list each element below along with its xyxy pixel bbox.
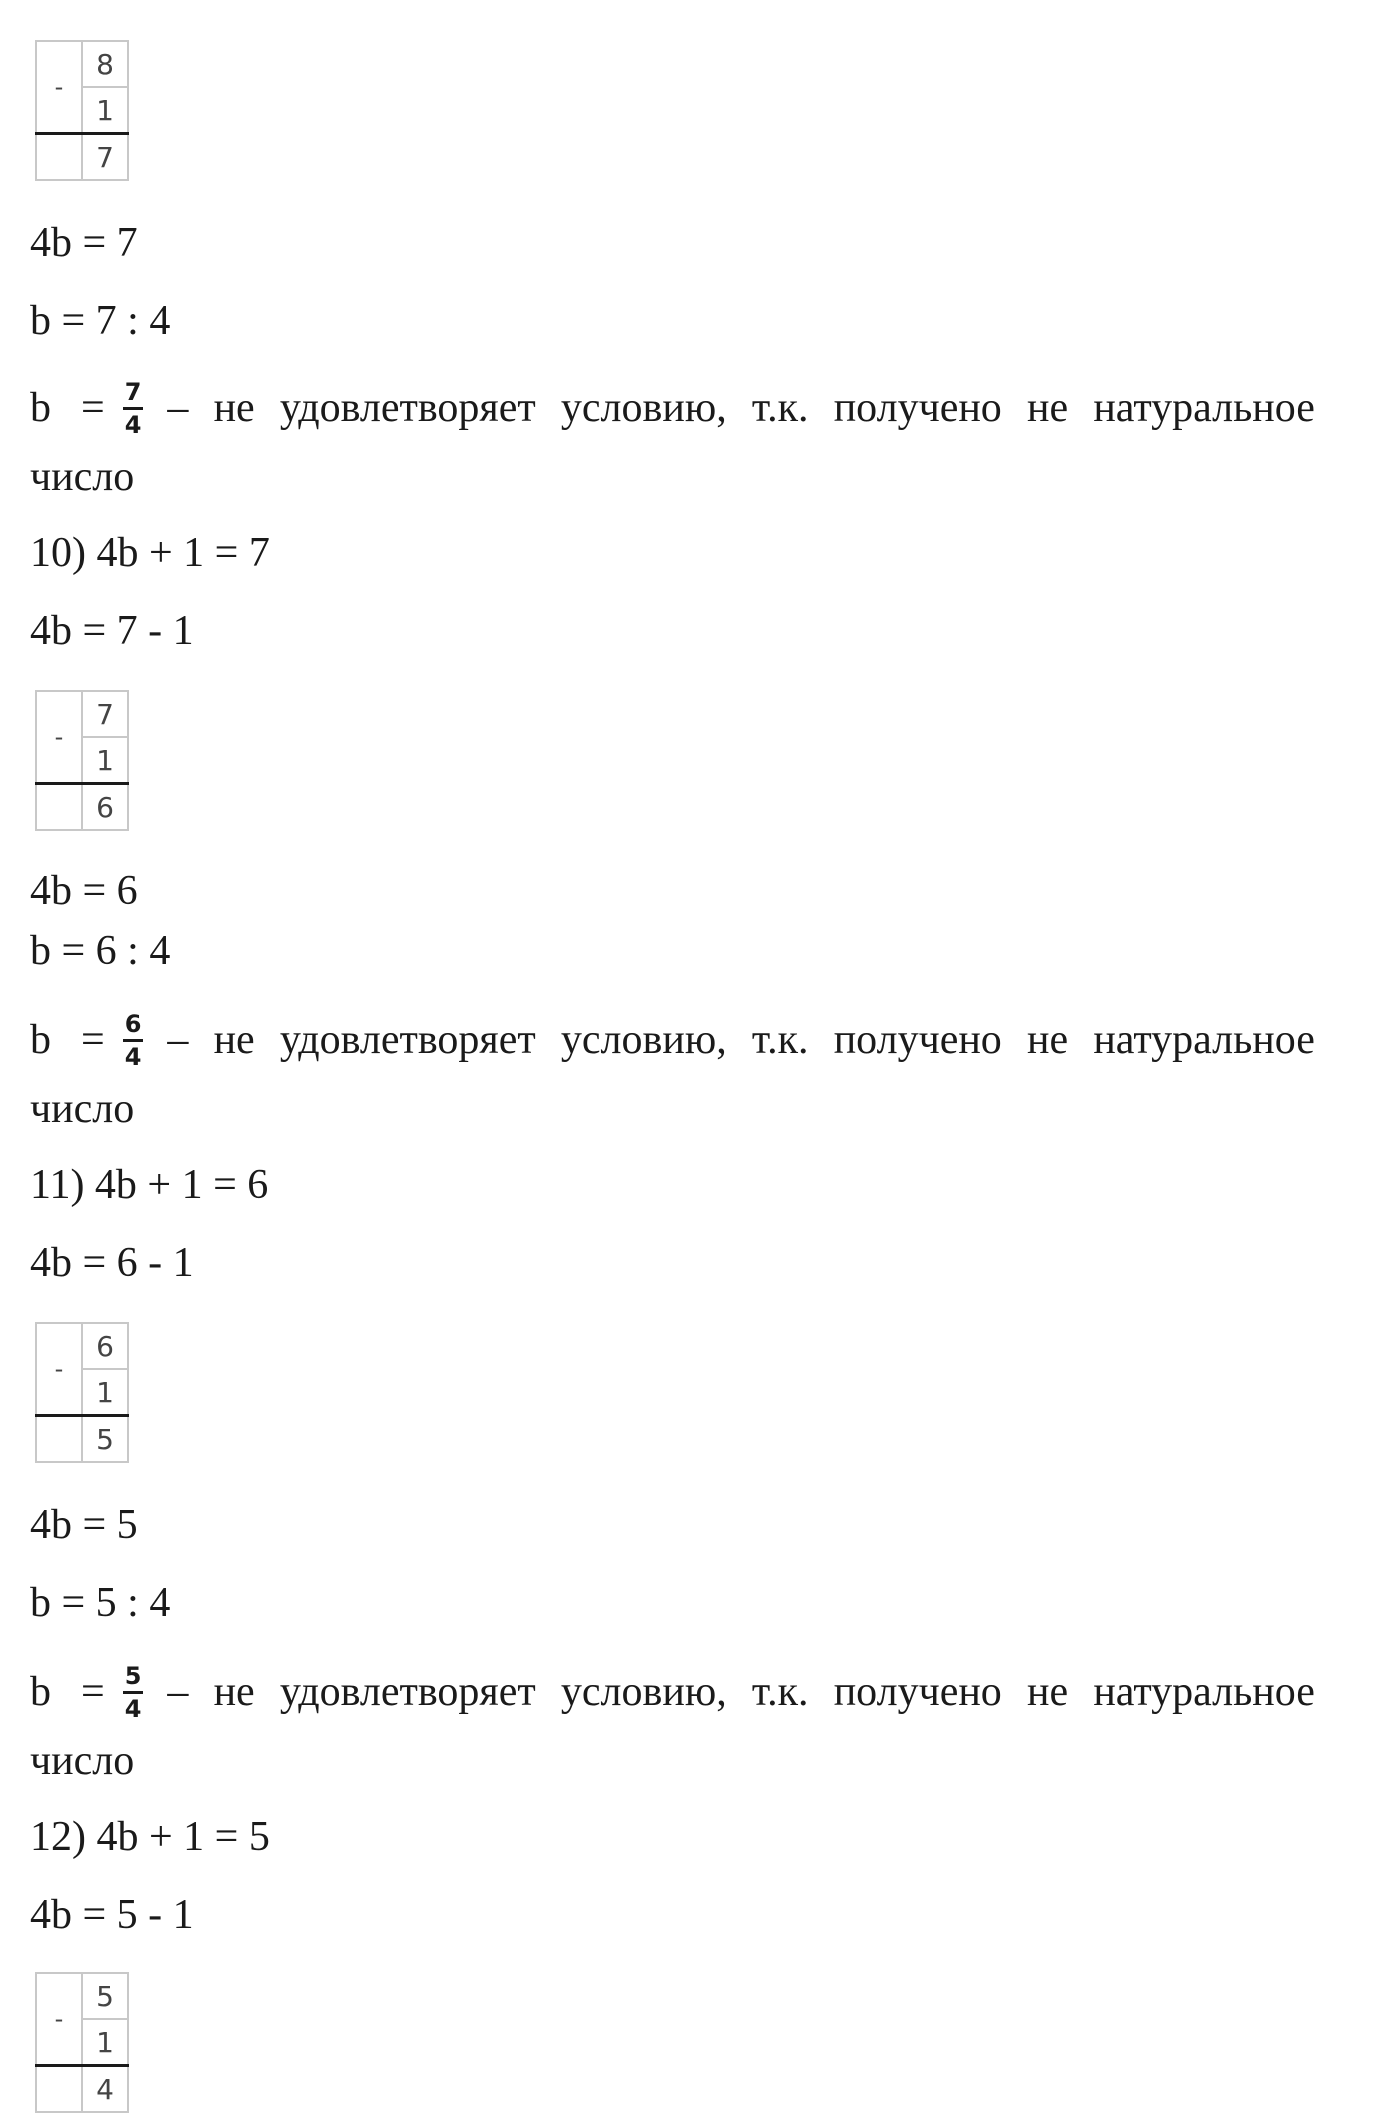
word: не [1027, 385, 1069, 431]
word: получено [833, 1017, 1002, 1063]
fraction-statement-1 [30, 378, 1315, 438]
equation-line: 4b = 7 [30, 220, 138, 266]
subtrahend: 1 [82, 2019, 128, 2066]
word: натуральное [1093, 385, 1315, 431]
word: не [1027, 1669, 1069, 1715]
equals-sign: = [81, 385, 105, 431]
word: не [213, 385, 255, 431]
minuend: 7 [82, 691, 128, 737]
subtrahend: 1 [82, 87, 128, 134]
word: натуральное [1093, 1669, 1315, 1715]
equation-line: 12) 4b + 1 = 5 [30, 1814, 270, 1860]
equation-line: 4b = 5 - 1 [30, 1892, 194, 1938]
variable-b: b [30, 1017, 51, 1063]
variable-b: b [30, 385, 51, 431]
minus-sign: - [36, 691, 82, 784]
minuend: 6 [82, 1323, 128, 1369]
empty-cell [36, 1416, 82, 1463]
empty-cell [36, 2066, 82, 2113]
difference: 6 [82, 784, 128, 831]
equation-line: 4b = 6 - 1 [30, 1240, 194, 1286]
equals-sign: = [81, 1669, 105, 1715]
equation-line: 10) 4b + 1 = 7 [30, 530, 270, 576]
minus-sign: - [36, 1323, 82, 1416]
word: удовлетворяет [279, 385, 536, 431]
denominator: 4 [124, 1694, 142, 1723]
subtraction-table-1 [35, 40, 129, 181]
denominator: 4 [124, 1042, 142, 1071]
continuation-word: число [30, 1738, 135, 1784]
equation-line: 4b = 7 - 1 [30, 608, 194, 654]
fraction-statement-2 [30, 1010, 1315, 1070]
word: удовлетворяет [279, 1017, 536, 1063]
word: т.к. [751, 385, 809, 431]
dash: – [167, 1017, 189, 1063]
numerator: 6 [123, 1011, 144, 1042]
difference: 4 [82, 2066, 128, 2113]
continuation-word: число [30, 1086, 135, 1132]
equation-line: b = 6 : 4 [30, 928, 171, 974]
word: т.к. [751, 1669, 809, 1715]
equals-sign: = [81, 1017, 105, 1063]
equation-line: 11) 4b + 1 = 6 [30, 1162, 269, 1208]
minuend: 8 [82, 41, 128, 87]
continuation-word: число [30, 454, 135, 500]
numerator: 7 [123, 379, 144, 410]
word: условию, [560, 1669, 727, 1715]
empty-cell [36, 784, 82, 831]
difference: 7 [82, 134, 128, 181]
fraction-statement-3 [30, 1662, 1315, 1722]
equation-line: b = 5 : 4 [30, 1580, 171, 1626]
word: не [1027, 1017, 1069, 1063]
subtrahend: 1 [82, 737, 128, 784]
word: получено [833, 1669, 1002, 1715]
fraction [123, 1011, 144, 1070]
subtraction-table-3 [35, 1322, 129, 1463]
word: условию, [560, 385, 727, 431]
word: не [213, 1017, 255, 1063]
variable-b: b [30, 1669, 51, 1715]
minus-sign: - [36, 41, 82, 134]
fraction [123, 379, 144, 438]
word: т.к. [751, 1017, 809, 1063]
word: не [213, 1669, 255, 1715]
equation-line: b = 7 : 4 [30, 298, 171, 344]
equation-line: 4b = 6 [30, 868, 138, 914]
empty-cell [36, 134, 82, 181]
minus-sign: - [36, 1973, 82, 2066]
subtraction-table-2 [35, 690, 129, 831]
word: удовлетворяет [279, 1669, 536, 1715]
word: условию, [560, 1017, 727, 1063]
denominator: 4 [124, 410, 142, 439]
difference: 5 [82, 1416, 128, 1463]
subtraction-table-4 [35, 1972, 129, 2113]
word: натуральное [1093, 1017, 1315, 1063]
dash: – [167, 385, 189, 431]
word: получено [833, 385, 1002, 431]
fraction [123, 1663, 144, 1722]
numerator: 5 [123, 1663, 144, 1694]
equation-line: 4b = 5 [30, 1502, 138, 1548]
dash: – [167, 1669, 189, 1715]
minuend: 5 [82, 1973, 128, 2019]
subtrahend: 1 [82, 1369, 128, 1416]
